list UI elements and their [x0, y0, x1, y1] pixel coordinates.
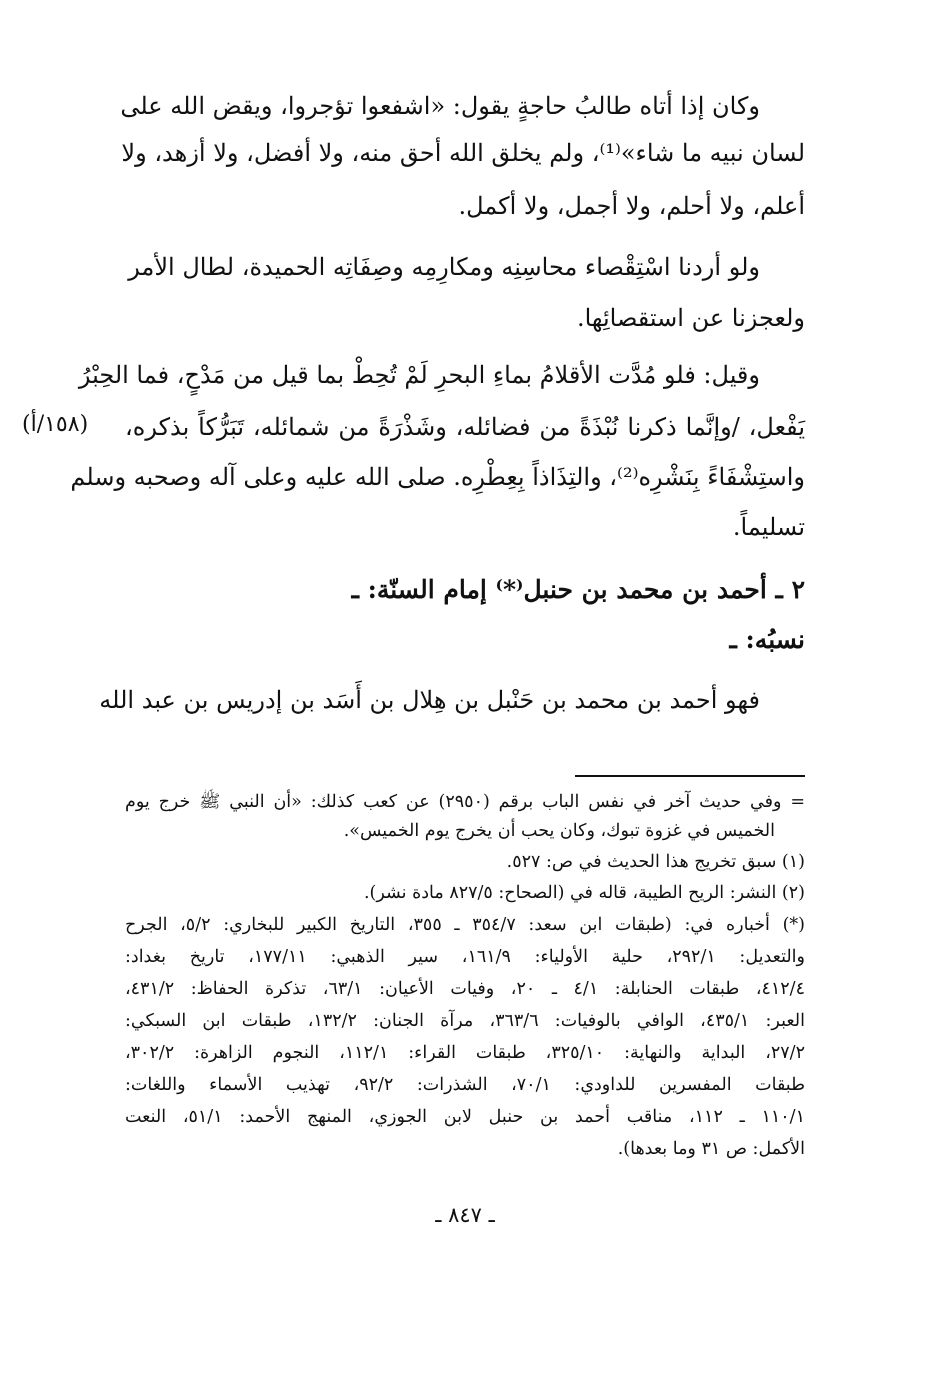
footnote-line: طبقات المفسرين للداودي: ٧٠/١، الشذرات: ٩٢/٢، تهذيب الأسماء واللغات: — [125, 1075, 806, 1095]
body-line: ولو أردنا اسْتِقْصاء محاسِنِه ومكارِمِه وصِفَاتِه الحميدة، لطال الأمر — [128, 253, 760, 281]
body-line: واستِشْفَاءً بِنَشْرِه⁽²⁾، والتِذَاذاً بِعِطْرِه. صلى الله عليه وعلى آله وصحبه وسلم — [70, 463, 805, 491]
footnote-line: (١) سبق تخريج هذا الحديث في ص: ٥٢٧. — [506, 852, 805, 872]
body-line: لسان نبيه ما شاء»⁽¹⁾، ولم يخلق الله أحق منه، ولا أفضل، ولا أزهد، ولا — [121, 139, 805, 167]
footnote-line: الخميس في غزوة تبوك، وكان يحب أن يخرج يوم الخميس». — [343, 821, 775, 841]
body-line: ولعجزنا عن استقصائِها. — [576, 304, 805, 332]
body-line: فهو أحمد بن محمد بن حَنْبل بن هِلال بن أَسَد بن إدريس بن عبد الله — [99, 686, 760, 714]
footnote-line: (*) أخباره في: (طبقات ابن سعد: ٣٥٤/٧ ـ ٣٥٥، التاريخ الكبير للبخاري: ٥/٢، الجرح — [125, 915, 805, 935]
footnote-line: ١١٠/١ ـ ١١٢، مناقب أحمد بن حنبل لابن الجوزي، المنهج الأحمد: ٥١/١، النعت — [125, 1107, 805, 1127]
footnote-line: (٢) النشر: الريح الطيبة، قاله في (الصحاح: ٨٢٧/٥ مادة نشر). — [363, 883, 805, 903]
body-line: تسليماً. — [732, 513, 805, 541]
footnote-line: العبر: ٤٣٥/١، الوافي بالوفيات: ٣٦٣/٦، مرآة الجنان: ١٣٢/٢، طبقات ابن السبكي: — [125, 1011, 805, 1031]
section-heading: ٢ ـ أحمد بن محمد بن حنبل⁽*⁾ إمام السنّة: ـ — [351, 575, 805, 604]
footnote-line: = وفي حديث آخر في نفس الباب برقم (٢٩٥٠) عن كعب كذلك: «أن النبي ﷺ خرج يوم — [125, 792, 805, 812]
body-line: وكان إذا أتاه طالبُ حاجةٍ يقول: «اشفعوا تؤجروا، ويقض الله على — [120, 92, 760, 120]
subsection-heading: نسبُه: ـ — [729, 625, 805, 654]
footnote-separator — [575, 775, 805, 777]
footnote-line: ٢٧/٢، البداية والنهاية: ٣٢٥/١٠، طبقات القراء: ١١٢/١، النجوم الزاهرة: ٣٠٢/٢، — [125, 1043, 805, 1063]
footnote-line: ٤١٢/٤، طبقات الحنابلة: ٤/١ ـ ٢٠، وفيات الأعيان: ٦٣/١، تذكرة الحفاظ: ٤٣١/٢، — [125, 979, 805, 999]
footnote-line: الأكمل: ص ٣١ وما بعدها). — [617, 1139, 805, 1159]
margin-folio-note: (١٥٨/أ) — [22, 412, 89, 437]
footnote-line: والتعديل: ٢٩٢/١، حلية الأولياء: ١٦١/٩، سير الذهبي: ١٧٧/١١، تاريخ بغداد: — [125, 947, 805, 967]
page-number: ـ ٨٤٧ ـ — [435, 1203, 495, 1227]
body-line: وقيل: فلو مُدَّت الأقلامُ بماءِ البحرِ لَمْ تُحِطْ بما قيل من مَدْحٍ، فما الحِبْرُ — [78, 361, 760, 389]
body-line: أعلم، ولا أحلم، ولا أجمل، ولا أكمل. — [458, 192, 805, 220]
body-line: يَفْعل، /وإنَّما ذكرنا نُبْذَةً من فضائله، وشَذْرَةً من شمائله، تَبَرُّكاً بذكره، — [125, 413, 805, 441]
